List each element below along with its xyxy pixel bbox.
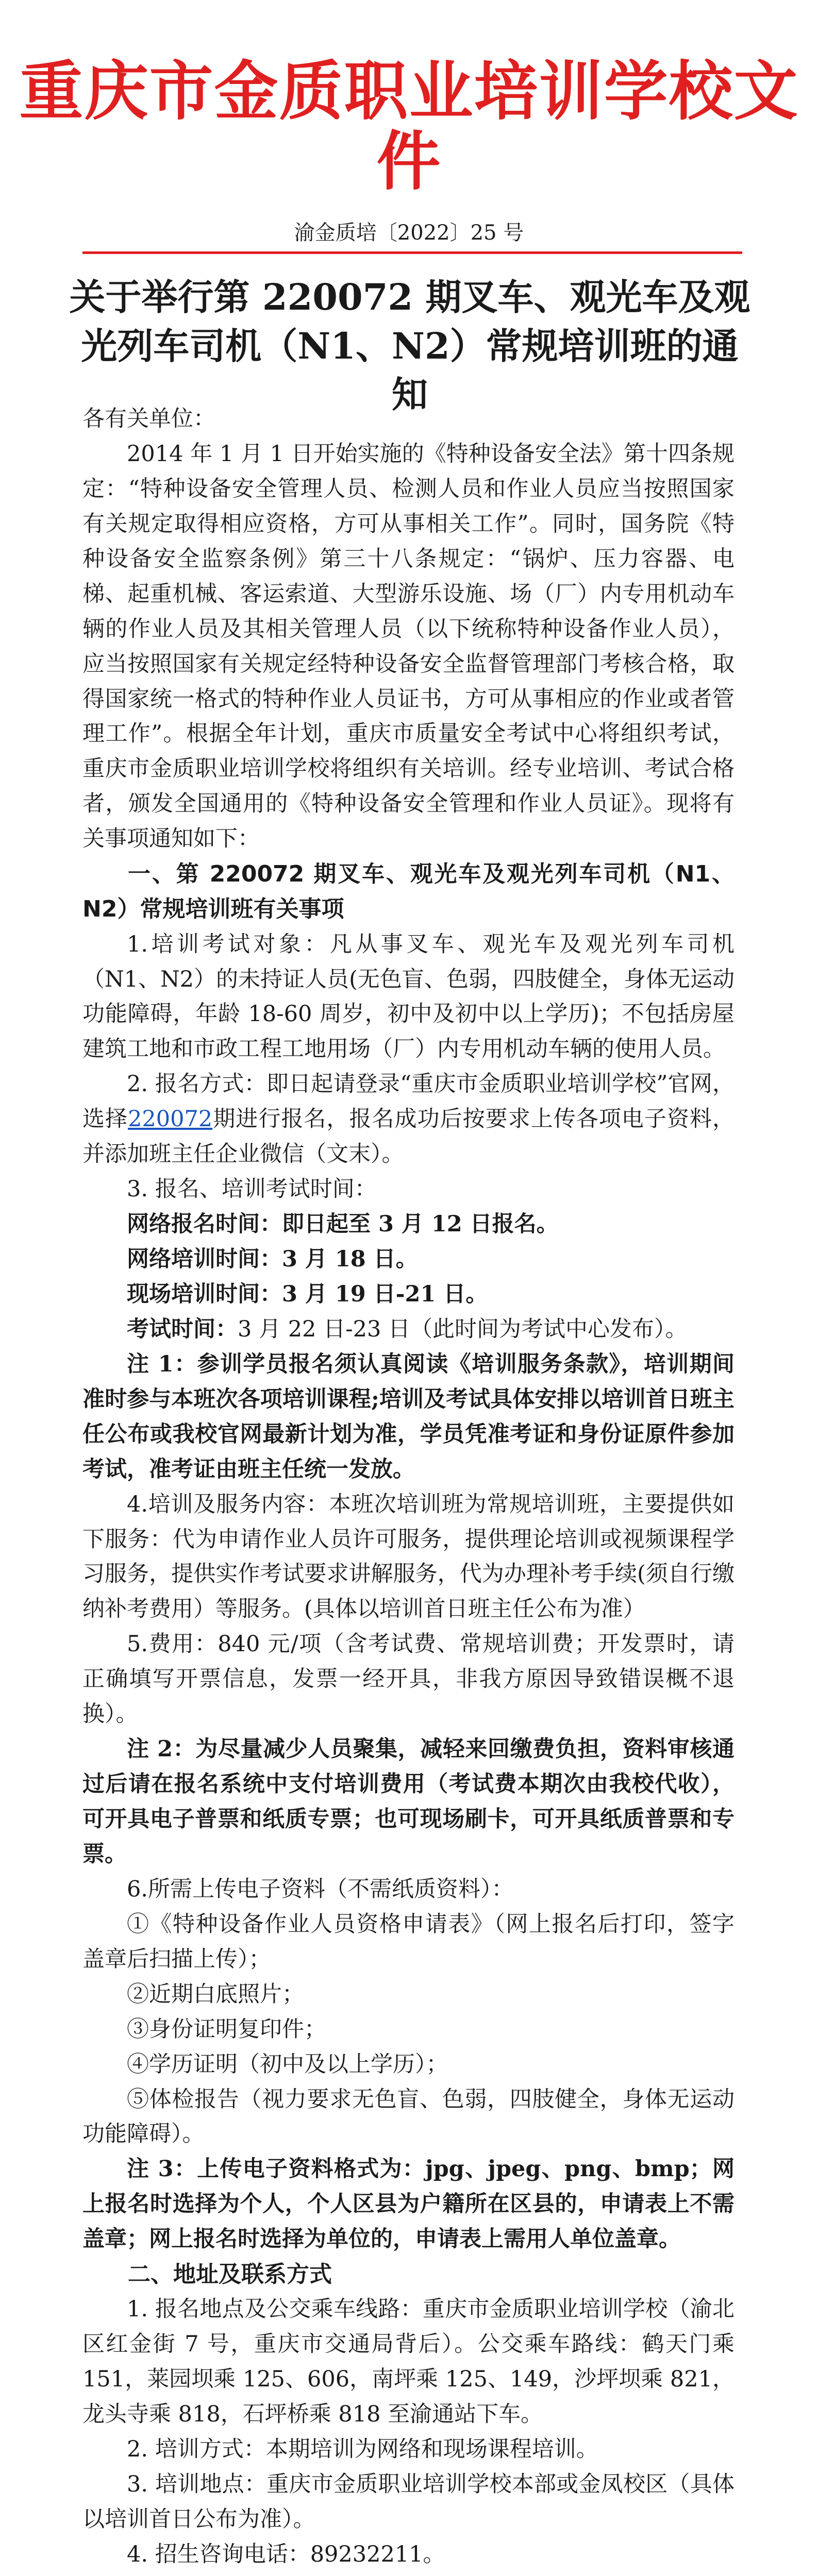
- item-2-registration: [82, 1067, 734, 1172]
- intro-paragraph: 2014 年 1 月 1 日开始实施的《特种设备安全法》第十四条规定：“特种设备安全管理人员、检测人员和作业人员应当按照国家有关规定取得相应资格，方可从事相关工作”。同时，国务院《特种设备安全监察条例》第三十八条规定：“锅炉、压力容器、电梯、起重机械、客运索道、大型游乐设施、场（厂）内专用机动车辆的作业人员及其相关管理人员（以下统称特种设备作业人员），应当按照国家有关规定经特种设备安全监督管理部门考核合格，取得国家统一格式的特种作业人员证书，方可从事相应的作业或者管理工作”。根据全年计划，重庆市质量安全考试中心将组织考试，重庆市金质职业培训学校将组织有关培训。经专业培训、考试合格者，颁发全国通用的《特种设备安全管理和作业人员证》。现将有关事项通知如下：: [82, 440, 734, 852]
- material-item: ⑤体检报告（视力要求无色盲、色弱，四肢健全，身体无运动功能障碍）。: [82, 2086, 734, 2147]
- online-registration-time: 网络报名时间：即日起至 3 月 12 日报名。: [127, 1211, 559, 1238]
- section-1-title: 一、第 220072 期叉车、观光车及观光列车司机（N1、N2）常规培训班有关事项: [82, 861, 734, 923]
- item-2-text-b: 期进行报名，报名成功后按要求上传各项电子资料，并添加班主任企业微信（文末）。: [82, 1106, 735, 1167]
- note-3: 注 3：上传电子资料格式为：jpg、jpeg、png、bmp；网上报名时选择为个人，个人区县为户籍所在区县的，申请表上不需盖章；网上报名时选择为单位的，申请表上需用人单位盖章。: [82, 2156, 734, 2252]
- material-item: ③身份证明复印件；: [127, 2016, 326, 2042]
- item-2-text-a: 2. 报名方式：即日起请登录“重庆市金质职业培训学校”官网，选择: [82, 1071, 734, 1132]
- exam-time-value: 3 月 22 日-23 日（此时间为考试中心发布）。: [238, 1316, 688, 1342]
- address-item-1: 1. 报名地点及公交乘车线路：重庆市金质职业培训学校（渝北区红金街 7 号，重庆市交通局背后）。公交乘车路线：鹤天门乘 151，莱园坝乘 125、606，南坪乘 125、149，沙坪坝乘 821，龙头寺乘 818，石坪桥乘 818 至渝通站下车。: [82, 2296, 734, 2428]
- class-number-link[interactable]: 220072: [128, 1106, 213, 1132]
- address-item-5: [82, 2572, 734, 2576]
- item-1-audience: 1.培训考试对象：凡从事叉车、观光车及观光列车司机（N1、N2）的未持证人员(无色盲、色弱，四肢健全，身体无运动功能障碍，年龄 18-60 周岁，初中及初中以上学历)；不包括房屋建筑工地和市政工程工地用场（厂）内专用机动车辆的使用人员。: [82, 931, 734, 1062]
- red-divider: [82, 251, 742, 254]
- note-2: 注 2：为尽量减少人员聚集，减轻来回缴费负担，资料审核通过后请在报名系统中支付培训费用（考试费本期次由我校代收），可开具电子普票和纸质专票；也可现场刷卡，可开具纸质普票和专票。: [82, 1736, 734, 1867]
- document-title: 关于举行第 220072 期叉车、观光车及观光列车司机（N1、N2）常规培训班的通知: [69, 276, 750, 416]
- exam-time-label: 考试时间：: [127, 1316, 238, 1342]
- item-4-services: 4.培训及服务内容：本班次培训班为常规培训班，主要提供如下服务：代为申请作业人员许可服务，提供理论培训或视频课程学习服务，提供实作考试要求讲解服务，代为办理补考手续(须自行缴纳补考费用）等服务。(具体以培训首日班主任公布为准）: [82, 1491, 734, 1622]
- onsite-training-time: 现场培训时间：3 月 19 日-21 日。: [127, 1281, 488, 1307]
- material-item: ④学历证明（初中及以上学历）；: [127, 2051, 448, 2077]
- material-item: ①《特种设备作业人员资格申请表》（网上报名后打印，签字盖章后扫描上传）；: [82, 1911, 734, 1972]
- online-training-time: 网络培训时间：3 月 18 日。: [127, 1246, 418, 1272]
- material-item: ②近期白底照片；: [127, 1981, 304, 2007]
- address-item-3: 3. 培训地点：重庆市金质职业培训学校本部或金凤校区（具体以培训首日公布为准）。: [82, 2471, 734, 2532]
- greeting: 各有关单位：: [82, 406, 215, 432]
- address-item-4: 4. 招生咨询电话：89232211。: [127, 2541, 445, 2567]
- address-item-2: 2. 培训方式：本期培训为网络和现场课程培训。: [127, 2436, 598, 2463]
- note-1: 注 1：参训学员报名须认真阅读《培训服务条款》，培训期间准时参与本班次各项培训课程;培训及考试具体安排以培训首日班主任公布或我校官网最新计划为准，学员凭准考证和身份证原件参加考试，准考证由班主任统一发放。: [82, 1351, 734, 1482]
- letterhead-title: 重庆市金质职业培训学校文件: [19, 55, 799, 199]
- document-body: [82, 402, 734, 2576]
- item-5-fees: 5.费用：840 元/项（含考试费、常规培训费；开发票时，请正确填写开票信息，发票一经开具，非我方原因导致错误概不退换）。: [82, 1631, 734, 1727]
- section-2-title: 二、地址及联系方式: [128, 2261, 332, 2288]
- exam-time: [82, 1312, 734, 1347]
- document-number: 渝金质培〔2022〕25 号: [294, 221, 524, 245]
- item-6-materials: 6.所需上传电子资料（不需纸质资料）：: [127, 1876, 514, 1902]
- item-3-schedule: 3. 报名、培训考试时间：: [127, 1176, 377, 1202]
